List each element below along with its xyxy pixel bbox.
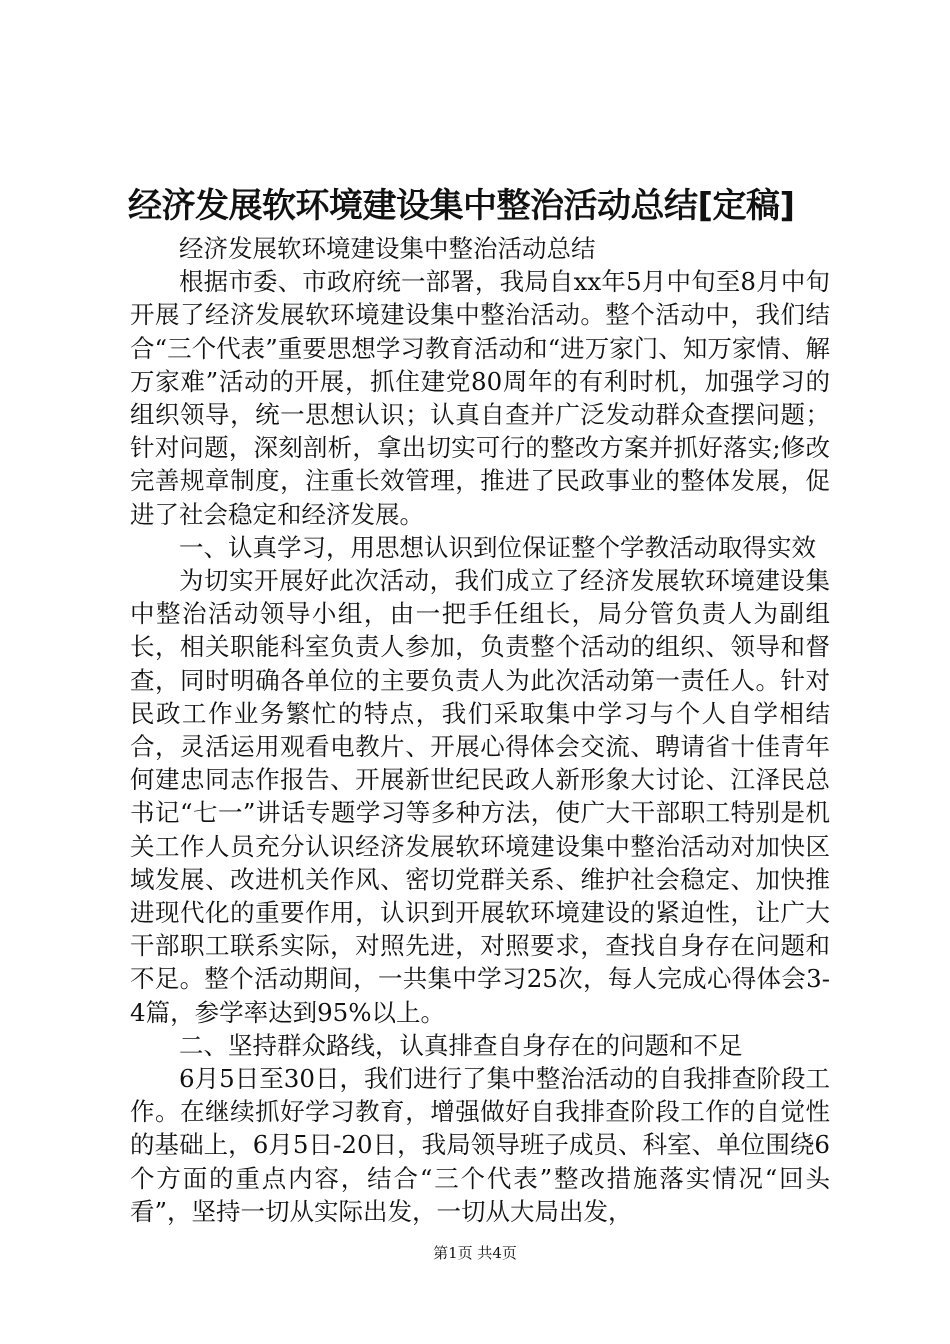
intro-paragraph: 根据市委、市政府统一部署，我局自xx年5月中旬至8月中旬开展了经济发展软环境建设集中整治活动。整个活动中，我们结合“三个代表”重要思想学习教育活动和“进万家门、知万家情、解万家难”活动的开展，抓住建党80周年的有利时机，加强学习的组织领导，统一思想认识；认真自查并广泛发动群众查摆问题；针对问题，深刻剖析，拿出切实可行的整改方案并抓好落实;修改完善规章制度，注重长效管理，推进了民政事业的整体发展，促进了社会稳定和经济发展。 [130, 267, 830, 529]
section-heading-2: 二、坚持群众路线，认真排查自身存在的问题和不足 [179, 1030, 743, 1060]
document-title: 经济发展软环境建设集中整治活动总结[定稿] [128, 186, 795, 226]
subtitle-paragraph: 经济发展软环境建设集中整治活动总结 [179, 234, 596, 263]
section-heading-1: 一、认真学习，用思想认识到位保证整个学教活动取得实效 [179, 532, 816, 562]
document-body [130, 232, 830, 1228]
section-1-paragraph: 为切实开展好此次活动，我们成立了经济发展软环境建设集中整治活动领导小组，由一把手任组长，局分管负责人为副组长，相关职能科室负责人参加，负责整个活动的组织、领导和督查，同时明确各单位的主要负责人为此次活动第一责任人。针对民政工作业务繁忙的特点，我们采取集中学习与个人自学相结合，灵活运用观看电教片、开展心得体会交流、聘请省十佳青年何建忠同志作报告、开展新世纪民政人新形象大讨论、江泽民总书记“七一”讲话专题学习等多种方法，使广大干部职工特别是机关工作人员充分认识经济发展软环境建设集中整治活动对加快区域发展、改进机关作风、密切党群关系、维护社会稳定、加快推进现代化的重要作用，认识到开展软环境建设的紧迫性，让广大干部职工联系实际，对照先进，对照要求，查找自身存在问题和不足。整个活动期间，一共集中学习25次，每人完成心得体会3-4篇，参学率达到95%以上。 [130, 566, 830, 1027]
section-2-paragraph: 6月5日至30日，我们进行了集中整治活动的自我排查阶段工作。在继续抓好学习教育，增强做好自我排查阶段工作的自觉性的基础上，6月5日-20日，我局领导班子成员、科室、单位围绕6个方面的重点内容，结合“三个代表”整改措施落实情况“回头看”，坚持一切从实际出发，一切从大局出发， [130, 1064, 830, 1226]
page-footer: 第1页 共4页 [433, 1244, 517, 1262]
